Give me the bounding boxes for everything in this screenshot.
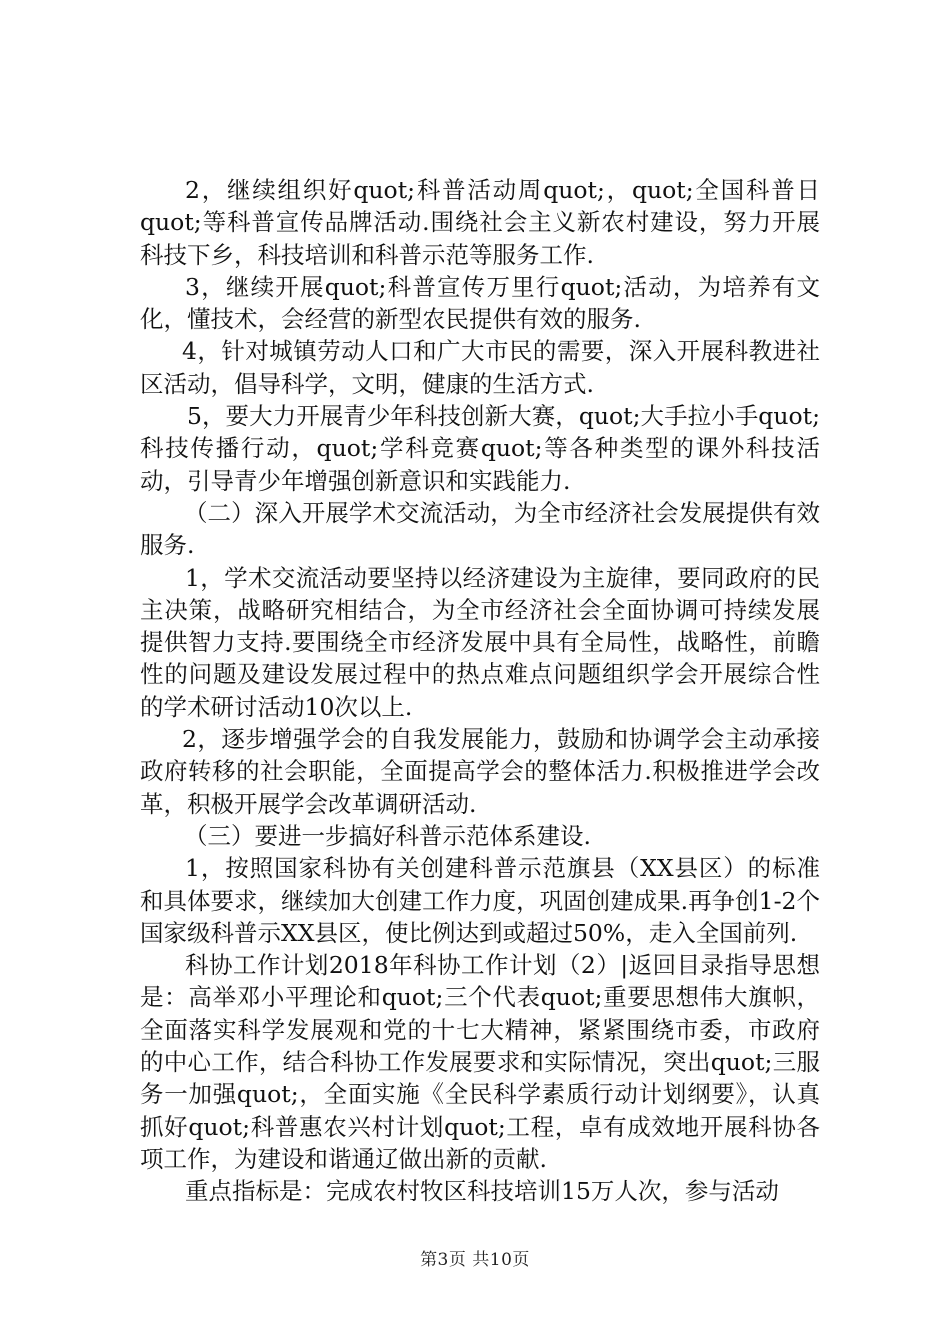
paragraph-item-5: 5，要大力开展青少年科技创新大赛，quot;大手拉小手quot;科技传播行动，quot;学科竞赛quot;等各种类型的课外科技活动，引导青少年增强创新意识和实践能力. xyxy=(140,402,820,495)
section-heading-2: （二）深入开展学术交流活动，为全市经济社会发展提供有效服务. xyxy=(140,498,820,560)
paragraph-item-4: 4，针对城镇劳动人口和广大市民的需要，深入开展科教进社区活动，倡导科学，文明，健康的生活方式. xyxy=(140,337,820,398)
paragraph-item-2: 2，继续组织好quot;科普活动周quot;，quot;全国科普日quot;等科普宣传品牌活动.围绕社会主义新农村建设，努力开展科技下乡，科技培训和科普示范等服务工作. xyxy=(140,176,820,269)
page-number-footer: 第3页 共10页 xyxy=(420,1250,530,1270)
paragraph-academic-1: 1，学术交流活动要坚持以经济建设为主旋律，要同政府的民主决策，战略研究相结合，为全市经济社会全面协调可持续发展提供智力支持.要围绕全市经济发展中具有全局性，战略性，前瞻性的问题及建设发展过程中的热点难点问题组织学会开展综合性的学术研讨活动10次以上. xyxy=(140,563,820,721)
paragraph-demo-1: 1，按照国家科协有关创建科普示范旗县（XX县区）的标准和具体要求，继续加大创建工作力度，巩固创建成果.再争创1-2个国家级科普示XX县区，使比例达到或超过50%，走入全国前列. xyxy=(140,854,820,947)
paragraph-academic-2: 2，逐步增强学会的自我发展能力，鼓励和协调学会主动承接政府转移的社会职能，全面提高学会的整体活力.积极推进学会改革，积极开展学会改革调研活动. xyxy=(140,725,820,818)
paragraph-item-3: 3，继续开展quot;科普宣传万里行quot;活动，为培养有文化，懂技术，会经营的新型农民提供有效的服务. xyxy=(140,272,820,334)
section-heading-3: （三）要进一步搞好科普示范体系建设. xyxy=(184,821,591,850)
paragraph-key-indicators: 重点指标是：完成农村牧区科技培训15万人次，参与活动 xyxy=(185,1177,779,1206)
paragraph-guiding-ideology: 科协工作计划2018年科协工作计划（2）|返回目录指导思想是：高举邓小平理论和quot;三个代表quot;重要思想伟大旗帜，全面落实科学发展观和党的十七大精神，紧紧围绕市委，市政府的中心工作，结合科协工作发展要求和实际情况，突出quot;三服务一加强quot;，全面实施《全民科学素质行动计划纲要》，认真抓好quot;科普惠农兴村计划quot;工程，卓有成效地开展科协各项工作，为建设和谐通辽做出新的贡献. xyxy=(140,951,820,1173)
document-body xyxy=(140,174,820,1208)
